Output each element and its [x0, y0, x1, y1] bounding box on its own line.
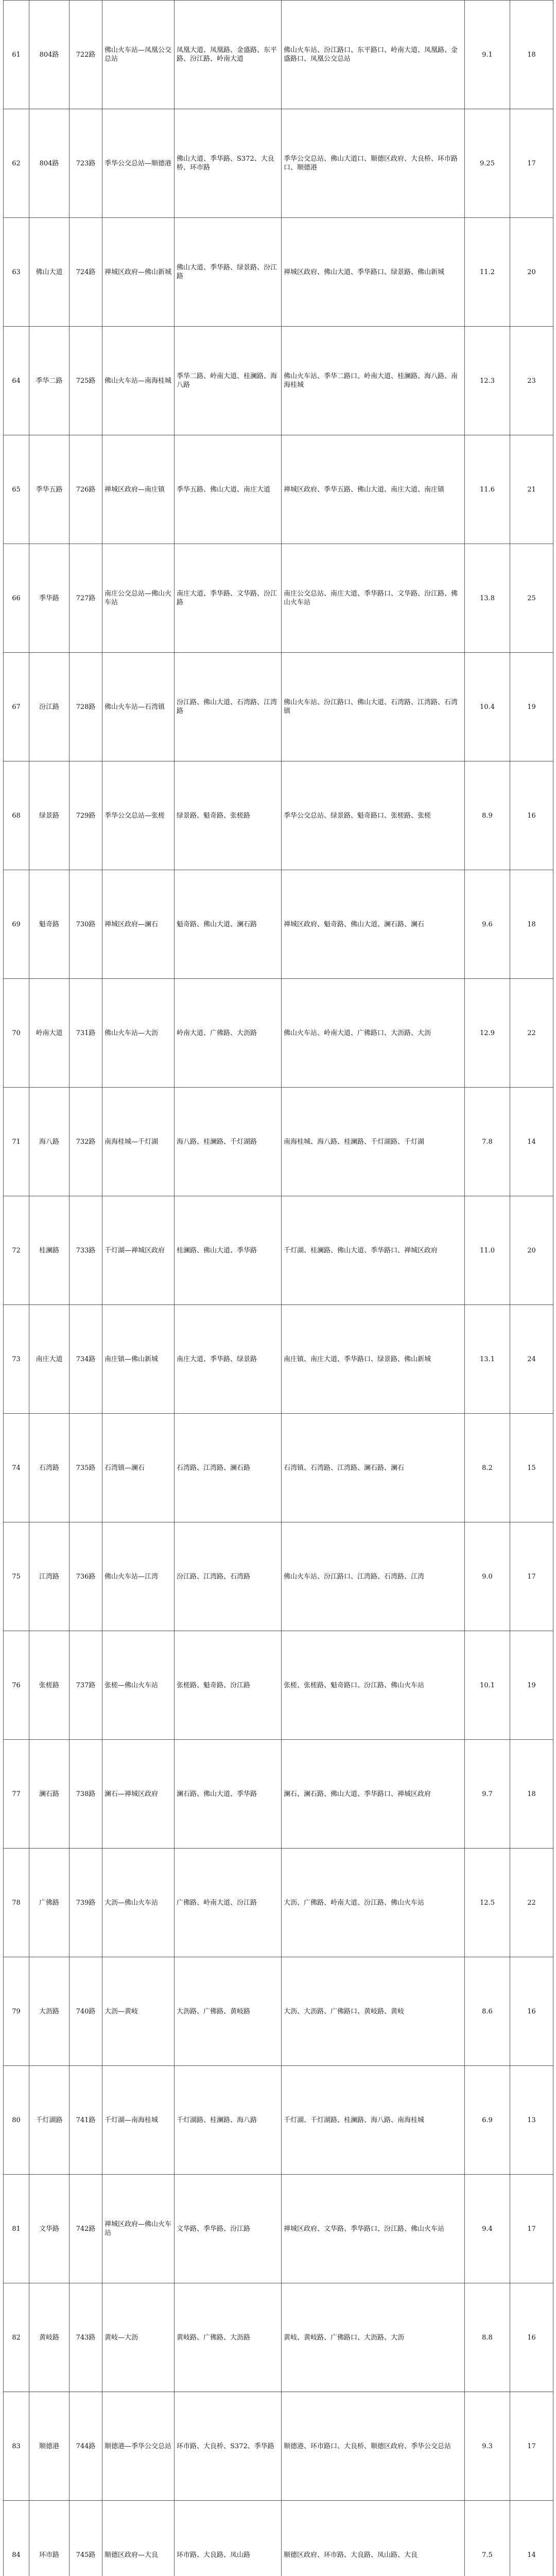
table-row [4, 2501, 553, 2576]
stop-count: 19 [510, 1631, 553, 1740]
row-seq: 74 [4, 1414, 29, 1522]
route-number: 728路 [70, 653, 102, 761]
route-stops: 禅城区政府、佛山大道、季华路口、绿景路、佛山新城 [282, 218, 465, 327]
route-roads: 石湾路、江湾路、澜石路 [175, 1414, 282, 1522]
table-row [4, 1849, 553, 1957]
route-name: 804路 [29, 1, 70, 109]
table-row [4, 435, 553, 544]
route-number: 732路 [70, 1088, 102, 1196]
row-seq: 65 [4, 435, 29, 544]
route-terminals: 季华公交总站—顺德港 [102, 109, 175, 218]
route-stops: 季华公交总站、绿景路、魁奇路口、张槎路、张槎 [282, 761, 465, 870]
route-name: 文华路 [29, 2175, 70, 2283]
stop-count: 22 [510, 979, 553, 1088]
route-number: 730路 [70, 870, 102, 979]
route-stops: 南庄镇、南庄大道、季华路口、绿景路、佛山新城 [282, 1305, 465, 1414]
route-number: 734路 [70, 1305, 102, 1414]
route-number: 742路 [70, 2175, 102, 2283]
row-seq: 84 [4, 2501, 29, 2576]
table-row [4, 327, 553, 435]
table-row [4, 218, 553, 327]
route-name: 澜石路 [29, 1740, 70, 1849]
row-seq: 82 [4, 2283, 29, 2392]
route-number: 743路 [70, 2283, 102, 2392]
row-seq: 67 [4, 653, 29, 761]
route-number: 725路 [70, 327, 102, 435]
table-row [4, 2392, 553, 2501]
table-row [4, 544, 553, 653]
route-roads: 大沥路、广佛路、黄岐路 [175, 1957, 282, 2066]
stop-count: 18 [510, 1, 553, 109]
row-seq: 66 [4, 544, 29, 653]
row-seq: 71 [4, 1088, 29, 1196]
route-terminals: 佛山火车站—南海桂城 [102, 327, 175, 435]
stop-count: 20 [510, 1196, 553, 1305]
route-terminals: 顺德港—季华公交总站 [102, 2392, 175, 2501]
route-table-sheet [3, 0, 553, 2576]
table-row [4, 653, 553, 761]
route-number: 723路 [70, 109, 102, 218]
route-terminals: 顺德区政府—大良 [102, 2501, 175, 2576]
row-seq: 69 [4, 870, 29, 979]
stop-count: 16 [510, 761, 553, 870]
route-terminals: 黄岐—大沥 [102, 2283, 175, 2392]
table-row [4, 1631, 553, 1740]
route-terminals: 佛山火车站—凤凰公交总站 [102, 1, 175, 109]
table-row [4, 1957, 553, 2066]
route-terminals: 禅城区政府—南庄镇 [102, 435, 175, 544]
row-seq: 79 [4, 1957, 29, 2066]
table-row [4, 1522, 553, 1631]
route-number: 724路 [70, 218, 102, 327]
route-length: 9.1 [465, 1, 510, 109]
route-roads: 佛山大道、季华路、S372、大良桥、环市路 [175, 109, 282, 218]
route-terminals: 佛山火车站—江湾 [102, 1522, 175, 1631]
route-roads: 绿景路、魁奇路、张槎路 [175, 761, 282, 870]
route-stops: 南庄公交总站、南庄大道、季华路口、文华路、汾江路、佛山火车站 [282, 544, 465, 653]
route-length: 13.8 [465, 544, 510, 653]
stop-count: 22 [510, 1849, 553, 1957]
route-number: 731路 [70, 979, 102, 1088]
route-name: 季华二路 [29, 327, 70, 435]
route-name: 佛山大道 [29, 218, 70, 327]
route-length: 10.4 [465, 653, 510, 761]
route-number: 738路 [70, 1740, 102, 1849]
row-seq: 83 [4, 2392, 29, 2501]
stop-count: 17 [510, 2392, 553, 2501]
table-row [4, 761, 553, 870]
route-stops: 佛山火车站、汾江路口、佛山大道、石湾路、江湾路、石湾镇 [282, 653, 465, 761]
route-table-body [4, 1, 553, 2576]
stop-count: 23 [510, 327, 553, 435]
table-row [4, 2283, 553, 2392]
route-roads: 澜石路、佛山大道、季华路 [175, 1740, 282, 1849]
route-roads: 张槎路、魁奇路、汾江路 [175, 1631, 282, 1740]
stop-count: 17 [510, 2175, 553, 2283]
stop-count: 13 [510, 2066, 553, 2175]
route-roads: 广佛路、岭南大道、汾江路 [175, 1849, 282, 1957]
table-row [4, 2175, 553, 2283]
route-length: 11.0 [465, 1196, 510, 1305]
stop-count: 15 [510, 1414, 553, 1522]
route-name: 汾江路 [29, 653, 70, 761]
route-stops: 禅城区政府、魁奇路、佛山大道、澜石路、澜石 [282, 870, 465, 979]
route-name: 广佛路 [29, 1849, 70, 1957]
route-stops: 禅城区政府、季华五路、佛山大道、南庄大道、南庄镇 [282, 435, 465, 544]
route-terminals: 石湾镇—澜石 [102, 1414, 175, 1522]
route-name: 张槎路 [29, 1631, 70, 1740]
route-name: 黄岐路 [29, 2283, 70, 2392]
route-name: 大沥路 [29, 1957, 70, 2066]
route-number: 740路 [70, 1957, 102, 2066]
route-number: 736路 [70, 1522, 102, 1631]
route-stops: 黄岐、黄岐路、广佛路口、大沥路、大沥 [282, 2283, 465, 2392]
route-number: 726路 [70, 435, 102, 544]
route-length: 6.9 [465, 2066, 510, 2175]
row-seq: 81 [4, 2175, 29, 2283]
route-terminals: 禅城区政府—澜石 [102, 870, 175, 979]
stop-count: 21 [510, 435, 553, 544]
route-number: 727路 [70, 544, 102, 653]
route-number: 735路 [70, 1414, 102, 1522]
route-stops: 南海桂城、海八路、桂澜路、千灯湖路、千灯湖 [282, 1088, 465, 1196]
route-roads: 环市路、大良路、凤山路 [175, 2501, 282, 2576]
stop-count: 16 [510, 2283, 553, 2392]
row-seq: 63 [4, 218, 29, 327]
route-name: 江湾路 [29, 1522, 70, 1631]
route-stops: 顺德港、环市路口、大良桥、顺德区政府、季华公交总站 [282, 2392, 465, 2501]
route-length: 8.2 [465, 1414, 510, 1522]
stop-count: 18 [510, 1740, 553, 1849]
route-stops: 大沥、大沥路、广佛路口、黄岐路、黄岐 [282, 1957, 465, 2066]
route-stops: 大沥、广佛路、岭南大道、汾江路、佛山火车站 [282, 1849, 465, 1957]
route-roads: 岭南大道、广佛路、大沥路 [175, 979, 282, 1088]
route-number: 733路 [70, 1196, 102, 1305]
route-length: 10.1 [465, 1631, 510, 1740]
route-length: 13.1 [465, 1305, 510, 1414]
table-row [4, 979, 553, 1088]
route-roads: 佛山大道、季华路、绿景路、汾江路 [175, 218, 282, 327]
route-name: 桂澜路 [29, 1196, 70, 1305]
route-terminals: 张槎—佛山火车站 [102, 1631, 175, 1740]
route-name: 环市路 [29, 2501, 70, 2576]
route-terminals: 南庄公交总站—佛山火车站 [102, 544, 175, 653]
route-terminals: 南海桂城—千灯湖 [102, 1088, 175, 1196]
route-roads: 环市路、大良桥、S372、季华路 [175, 2392, 282, 2501]
route-roads: 季华五路、佛山大道、南庄大道 [175, 435, 282, 544]
route-roads: 凤凰大道、凤凰路、金盛路、东平路、汾江路、岭南大道 [175, 1, 282, 109]
table-row [4, 109, 553, 218]
route-length: 9.3 [465, 2392, 510, 2501]
table-row [4, 1088, 553, 1196]
route-terminals: 大沥—佛山火车站 [102, 1849, 175, 1957]
route-length: 12.5 [465, 1849, 510, 1957]
stop-count: 19 [510, 653, 553, 761]
row-seq: 61 [4, 1, 29, 109]
row-seq: 76 [4, 1631, 29, 1740]
row-seq: 73 [4, 1305, 29, 1414]
table-row [4, 2066, 553, 2175]
route-number: 739路 [70, 1849, 102, 1957]
route-stops: 佛山火车站、岭南大道、广佛路口、大沥路、大沥 [282, 979, 465, 1088]
row-seq: 62 [4, 109, 29, 218]
route-name: 季华五路 [29, 435, 70, 544]
stop-count: 20 [510, 218, 553, 327]
table-row [4, 1305, 553, 1414]
row-seq: 80 [4, 2066, 29, 2175]
route-length: 8.9 [465, 761, 510, 870]
table-row [4, 1414, 553, 1522]
bus-route-table [3, 0, 553, 2576]
route-stops: 张槎、张槎路、魁奇路口、汾江路、佛山火车站 [282, 1631, 465, 1740]
route-roads: 海八路、桂澜路、千灯湖路 [175, 1088, 282, 1196]
route-name: 岭南大道 [29, 979, 70, 1088]
route-stops: 禅城区政府、文华路、季华路口、汾江路、佛山火车站 [282, 2175, 465, 2283]
route-length: 12.9 [465, 979, 510, 1088]
route-roads: 千灯湖路、桂澜路、海八路 [175, 2066, 282, 2175]
table-row [4, 1, 553, 109]
route-length: 11.6 [465, 435, 510, 544]
route-length: 12.3 [465, 327, 510, 435]
stop-count: 17 [510, 1522, 553, 1631]
row-seq: 68 [4, 761, 29, 870]
route-roads: 季华二路、岭南大道、桂澜路、海八路 [175, 327, 282, 435]
stop-count: 14 [510, 1088, 553, 1196]
route-roads: 汾江路、佛山大道、石湾路、江湾路 [175, 653, 282, 761]
row-seq: 70 [4, 979, 29, 1088]
route-length: 9.25 [465, 109, 510, 218]
route-roads: 黄岐路、广佛路、大沥路 [175, 2283, 282, 2392]
route-number: 737路 [70, 1631, 102, 1740]
route-terminals: 南庄镇—佛山新城 [102, 1305, 175, 1414]
table-row [4, 1740, 553, 1849]
route-roads: 汾江路、江湾路、石湾路 [175, 1522, 282, 1631]
route-number: 744路 [70, 2392, 102, 2501]
route-terminals: 佛山火车站—石湾镇 [102, 653, 175, 761]
route-roads: 桂澜路、佛山大道、季华路 [175, 1196, 282, 1305]
route-roads: 魁奇路、佛山大道、澜石路 [175, 870, 282, 979]
route-length: 7.5 [465, 2501, 510, 2576]
table-row [4, 870, 553, 979]
route-name: 魁奇路 [29, 870, 70, 979]
route-stops: 千灯湖、千灯湖路、桂澜路、海八路、南海桂城 [282, 2066, 465, 2175]
route-name: 顺德港 [29, 2392, 70, 2501]
route-roads: 文华路、季华路、汾江路 [175, 2175, 282, 2283]
route-number: 729路 [70, 761, 102, 870]
stop-count: 24 [510, 1305, 553, 1414]
route-stops: 佛山火车站、汾江路口、江湾路、石湾路、江湾 [282, 1522, 465, 1631]
stop-count: 16 [510, 1957, 553, 2066]
table-row [4, 1196, 553, 1305]
route-stops: 季华公交总站、佛山大道口、顺德区政府、大良桥、环市路口、顺德港 [282, 109, 465, 218]
row-seq: 72 [4, 1196, 29, 1305]
route-length: 7.8 [465, 1088, 510, 1196]
route-name: 季华路 [29, 544, 70, 653]
route-name: 804路 [29, 109, 70, 218]
route-length: 9.0 [465, 1522, 510, 1631]
route-stops: 佛山火车站、季华二路口、岭南大道、桂澜路、海八路、南海桂城 [282, 327, 465, 435]
row-seq: 75 [4, 1522, 29, 1631]
route-length: 8.6 [465, 1957, 510, 2066]
route-terminals: 季华公交总站—张槎 [102, 761, 175, 870]
stop-count: 18 [510, 870, 553, 979]
route-stops: 顺德区政府、环市路、大良路、凤山路、大良 [282, 2501, 465, 2576]
route-stops: 澜石、澜石路、佛山大道、季华路口、禅城区政府 [282, 1740, 465, 1849]
route-length: 9.6 [465, 870, 510, 979]
row-seq: 64 [4, 327, 29, 435]
route-terminals: 千灯湖—南海桂城 [102, 2066, 175, 2175]
route-terminals: 禅城区政府—佛山新城 [102, 218, 175, 327]
row-seq: 77 [4, 1740, 29, 1849]
route-length: 9.7 [465, 1740, 510, 1849]
route-terminals: 大沥—黄岐 [102, 1957, 175, 2066]
route-length: 8.8 [465, 2283, 510, 2392]
route-name: 南庄大道 [29, 1305, 70, 1414]
route-terminals: 佛山火车站—大沥 [102, 979, 175, 1088]
route-number: 741路 [70, 2066, 102, 2175]
route-length: 11.2 [465, 218, 510, 327]
route-name: 千灯湖路 [29, 2066, 70, 2175]
route-stops: 千灯湖、桂澜路、佛山大道、季华路口、禅城区政府 [282, 1196, 465, 1305]
stop-count: 14 [510, 2501, 553, 2576]
route-name: 海八路 [29, 1088, 70, 1196]
route-terminals: 澜石—禅城区政府 [102, 1740, 175, 1849]
route-terminals: 千灯湖—禅城区政府 [102, 1196, 175, 1305]
route-name: 绿景路 [29, 761, 70, 870]
stop-count: 25 [510, 544, 553, 653]
route-name: 石湾路 [29, 1414, 70, 1522]
row-seq: 78 [4, 1849, 29, 1957]
route-terminals: 禅城区政府—佛山火车站 [102, 2175, 175, 2283]
route-number: 722路 [70, 1, 102, 109]
stop-count: 17 [510, 109, 553, 218]
route-length: 9.4 [465, 2175, 510, 2283]
route-stops: 石湾镇、石湾路、江湾路、澜石路、澜石 [282, 1414, 465, 1522]
route-roads: 南庄大道、季华路、绿景路 [175, 1305, 282, 1414]
route-roads: 南庄大道、季华路、文华路、汾江路 [175, 544, 282, 653]
route-number: 745路 [70, 2501, 102, 2576]
route-stops: 佛山火车站、汾江路口、东平路口、岭南大道、凤凰路、金盛路口、凤凰公交总站 [282, 1, 465, 109]
